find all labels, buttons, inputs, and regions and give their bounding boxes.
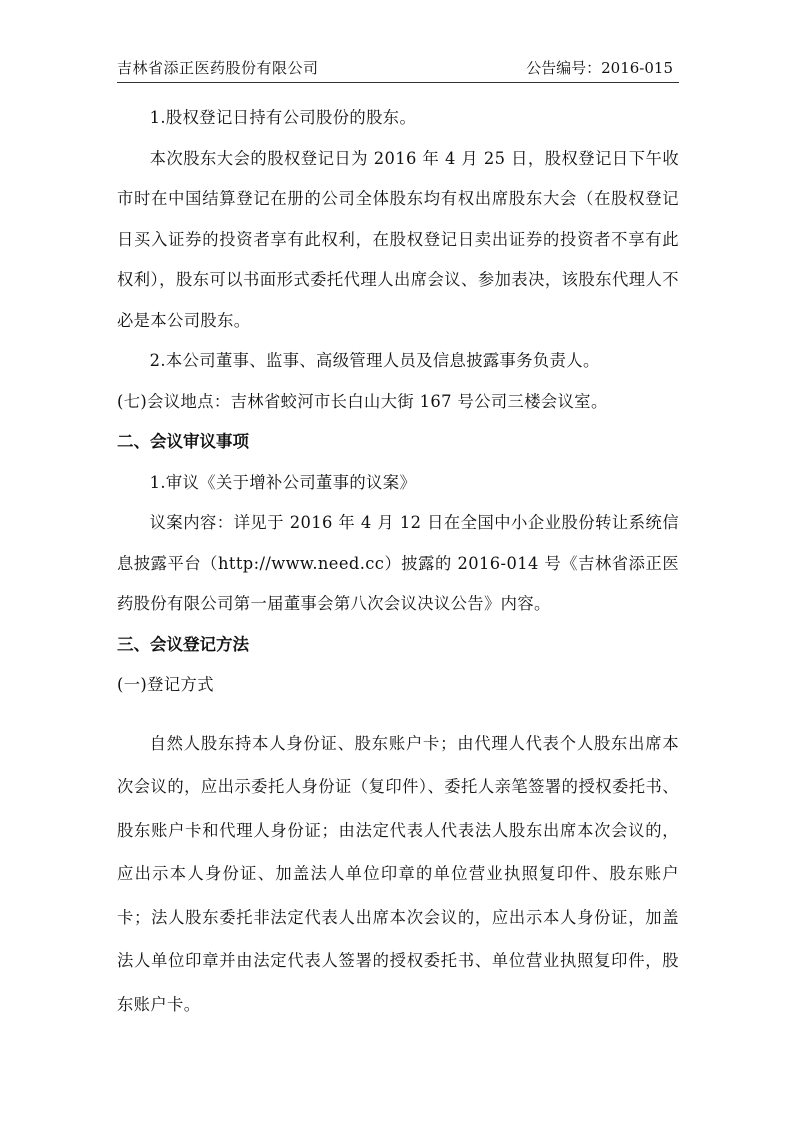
- page-header: [117, 58, 679, 83]
- header-notice-number: 公告编号：2016-015: [526, 59, 673, 77]
- list-item-officers: 2.本公司董事、监事、高级管理人员及信息披露事务负责人。: [149, 351, 600, 370]
- subsection-registration-method: (一)登记方式: [117, 675, 214, 694]
- spacer: [117, 706, 679, 722]
- paragraph-record-date: 本次股东大会的股权登记日为 2016 年 4 月 25 日，股权登记日下午收市时在中国结算登记在册的公司全体股东均有权出席股东大会（在股权登记日买入证券的投资者享有此权利，在股权登记日卖出证券的投资者不享有此权利），股东可以书面形式委托代理人出席会议、参加表决，该股东代理人不必是本公司股东。: [117, 148, 679, 330]
- section-heading-agenda: 二、会议审议事项: [117, 432, 249, 451]
- meeting-venue: (七)会议地点：吉林省蛟河市长白山大街 167 号公司三楼会议室。: [117, 391, 608, 411]
- list-item-eligible-shareholders: 1.股权登记日持有公司股份的股东。: [149, 108, 417, 127]
- motion-title: 1.审议《关于增补公司董事的议案》: [149, 472, 417, 492]
- section-heading-registration: 三、会议登记方法: [117, 634, 249, 654]
- motion-content: 议案内容：详见于 2016 年 4 月 12 日在全国中小企业股份转让系统信息披露平台（http://www.need.cc）披露的 2016-014 号《吉林省添正医药股份有限公司第一届董事会第八次会议决议公告》内容。: [117, 513, 679, 613]
- header-company-name: 吉林省添正医药股份有限公司: [117, 59, 319, 77]
- registration-requirements: 自然人股东持本人身份证、股东账户卡；由代理人代表个人股东出席本次会议的，应出示委托人身份证（复印件）、委托人亲笔签署的授权委托书、股东账户卡和代理人身份证；由法定代表人代表法人股东出席本次会议的，应出示本人身份证、加盖法人单位印章的单位营业执照复印件、股东账户卡；法人股东委托非法定代表人出席本次会议的，应出示本人身份证，加盖法人单位印章并由法定代表人签署的授权委托书、单位营业执照复印件，股东账户卡。: [117, 733, 679, 1014]
- document-body: [117, 98, 679, 1026]
